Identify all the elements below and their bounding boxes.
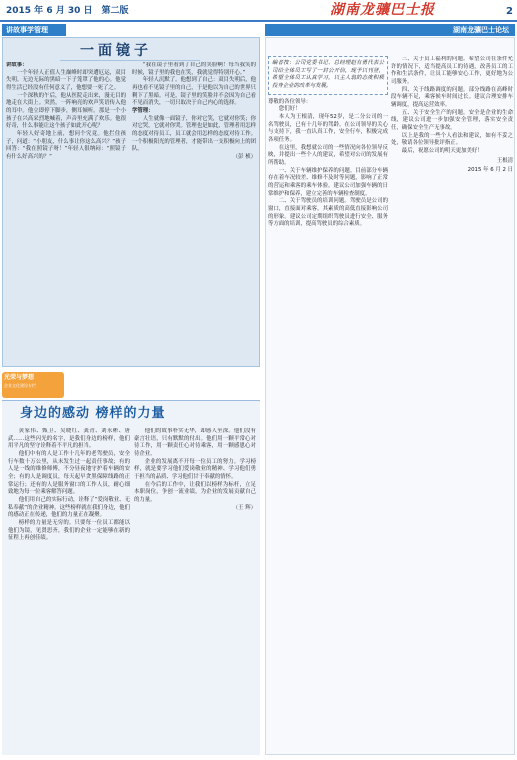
issue-date: 2015 年 6 月 30 日 第二版 (6, 6, 129, 16)
story-title: 一面镜子 (80, 43, 152, 59)
section-label-story: 讲故事学管理 (2, 24, 66, 36)
letter-greeting: 尊敬的各位领导： (268, 98, 312, 105)
feature-column-c (8, 428, 130, 748)
feature-paragraph: 在今后的工作中，让我们以榜样为标杆，立足本职岗位，争创一流业绩，为企业的发展贡献自己的力量。 (134, 481, 256, 504)
feature-paragraph: 企业的发展离不开每一位员工的努力。学习榜样，就是要学习他们爱岗敬业的精神、学习他们勇于担当的品质、学习他们甘于奉献的情怀。 (134, 458, 256, 481)
feature-paragraph: 他们的故事朴实无华，却感人至深。他们没有豪言壮语，只有默默的付出。他们用一颗平常心对待工作，用一颗责任心对待乘客，用一颗感恩心对待企业。 (134, 428, 256, 458)
masthead-logo: 湖南龙骧巴士报 (330, 2, 435, 18)
section-label-forum: 湖南龙骧巴士论坛 (265, 24, 515, 36)
banner-brand: 光荣与梦想 (4, 374, 35, 381)
story-paragraph: 年轻人沉默了。他想到了自己：双目失明后，他再也看不见镜子里的自己，于是他以为自己的世界只剩下了黑暗。可是，镜子里的笑脸并不会因为自己看不见而消失，一切只取决于自己内心的选择。 (132, 77, 256, 107)
culture-banner (2, 372, 64, 398)
story-paragraph: 年轻人好奇地上前，想问个究竟。他拦住孩子，问道：“小朋友，什么事让你这么高兴？”孩子回答：“我在照镜子呀！”年轻人很纳闷：“照镜子有什么好高兴的？” (6, 131, 126, 161)
letter-signature: 王根清 (496, 157, 513, 164)
story-paragraph: “我在镜子里看到了自己的笑脸啊！每当我笑的时候，镜子里的我也在笑，我就觉得特别开心。” (132, 62, 256, 76)
letter-paragraph: 二、关于驾驶员的培训问题。驾驶员是公司的窗口，直接面对乘客，其素质的高低直接影响公司的形象。建议公司定期组织驾驶员进行安全、服务等方面的培训，提高驾驶员的综合素质。 (268, 198, 388, 228)
feature-paragraph: 他们用自己的实际行动，诠释了“爱岗敬业、无私奉献”的企业精神。这些榜样就在我们身边，他们的感动正在传递，他们的力量正在凝聚。 (8, 497, 130, 519)
story-lead: 讲故事： (6, 62, 28, 68)
story-paragraph: 一个深秋的午后，他从医院走出来，漫无目的地走在大街上。突然，一阵响亮的欢声笑语传入他的耳中。他立即停下脚步，侧耳倾听。那是一个小孩子在兴高采烈地喊着，声音里充满了欢乐。他很好奇，什么事能让这个孩子如此开心呢？ (6, 92, 126, 130)
feature-paragraph: 黄家伟、甄卫、吴晓红、龚青、刘永彬、唐武……这些闪光的名字，是我们身边的榜样，他们用平凡的坚守诠释着不平凡的担当。 (8, 428, 130, 450)
page-header (0, 0, 517, 22)
letter-paragraph: 最后，祝愿公司的明天更加美好！ (401, 148, 483, 155)
editor-note: 编者按：公司党委书记、总经理赵有勇代表公司给全体员工写了一封公开信，现予以刊登，希望全体员工认真学习，以主人翁的态度积极投身企业的改革与发展。 (268, 56, 388, 95)
feature-paragraph: 榜样的力量是无穷的。只要每一位员工都能以他们为镜，见贤思齐，我们的企业一定能够在新的征程上再创佳绩。 (8, 520, 130, 542)
story-author: （彭 桢） (232, 154, 256, 161)
title-rule (60, 60, 200, 61)
letter-paragraph: 本人为王根清，现年52岁，是二分公司的一名驾驶员，已有十几年的驾龄。在公司领导的关心与支持下，我一直认真工作，安全行车，积极完成各项任务。 (268, 114, 388, 144)
letter-paragraph: 五、关于安全生产的问题。安全是企业的生命线，建议公司进一步加强安全管理，落实安全责任，确保安全生产无事故。 (391, 109, 513, 132)
banner-sub: 企业文化建设专栏 (4, 382, 36, 388)
letter-paragraph: 四、关于线路调度的问题。部分线路在高峰时段车辆不足，乘客候车时间过长。建议合理安排车辆调度，提高运营效率。 (391, 86, 513, 109)
page-number: 2 (506, 6, 513, 17)
feature-title: 身边的感动 榜样的力量 (20, 406, 166, 421)
lesson-heading: 学管理： (132, 108, 154, 115)
letter-greeting-2: 您们好！ (278, 106, 301, 113)
letter-date: 2015 年 6 月 2 日 (467, 167, 513, 174)
story-paragraph: 一个年轻人正值人生巅峰时却突遭厄运，双目失明。无边无际的黑暗一下子笼罩了他的心。他觉得生活已经没有任何意义了，他想要一死了之。 (6, 69, 126, 92)
feature-column-d (134, 428, 256, 748)
story-column-a (6, 62, 126, 362)
header-rule (0, 20, 517, 22)
letter-paragraph: 一、关于车辆维护保养的问题。目前部分车辆存在着车况较差、维修不及时等问题，影响了正常的营运和乘客的乘车体验。建议公司加强车辆的日常维护和保养，建立完善的车辆检查制度。 (268, 167, 388, 197)
story-column-b (132, 62, 256, 362)
letter-paragraph: 以上是我的一些个人看法和建议，如有不妥之处，敬请各位领导批评指正。 (391, 132, 513, 147)
feature-paragraph: 他们中有的人是工作十几年的老驾驶员，安全行车数十万公里，从未发生过一起责任事故；有的人是一线的维修师傅，不分昼夜地守护着车辆的安全；有的人是调度员，每天起早贪黑保障线路的正常运行；还有的人是服务窗口的工作人员，耐心细致地为每一位乘客解答问题。 (8, 451, 130, 496)
letter-paragraph: 在这里，我想就公司的一些情况向各位领导反映，并提出一些个人的建议，希望对公司的发展有所帮助。 (268, 144, 388, 167)
feature-author: （王 辉） (232, 504, 256, 511)
lesson-paragraph: 人生就像一面镜子，你对它笑，它就对你笑；你对它哭，它就对你哭。管理也是如此，管理者用怎样的态度对待员工，员工就会用怎样的态度对待工作。一个积极阳光的管理者，才能带出一支积极向上的团队。 (132, 115, 256, 153)
letter-paragraph: 三、关于员工福利的问题。希望公司在条件允许的情况下，适当提高员工的待遇，改善员工的工作和生活条件，让员工能够安心工作，更好地为公司服务。 (391, 56, 513, 86)
forum-column-e (268, 56, 388, 752)
forum-column-f (391, 56, 513, 752)
